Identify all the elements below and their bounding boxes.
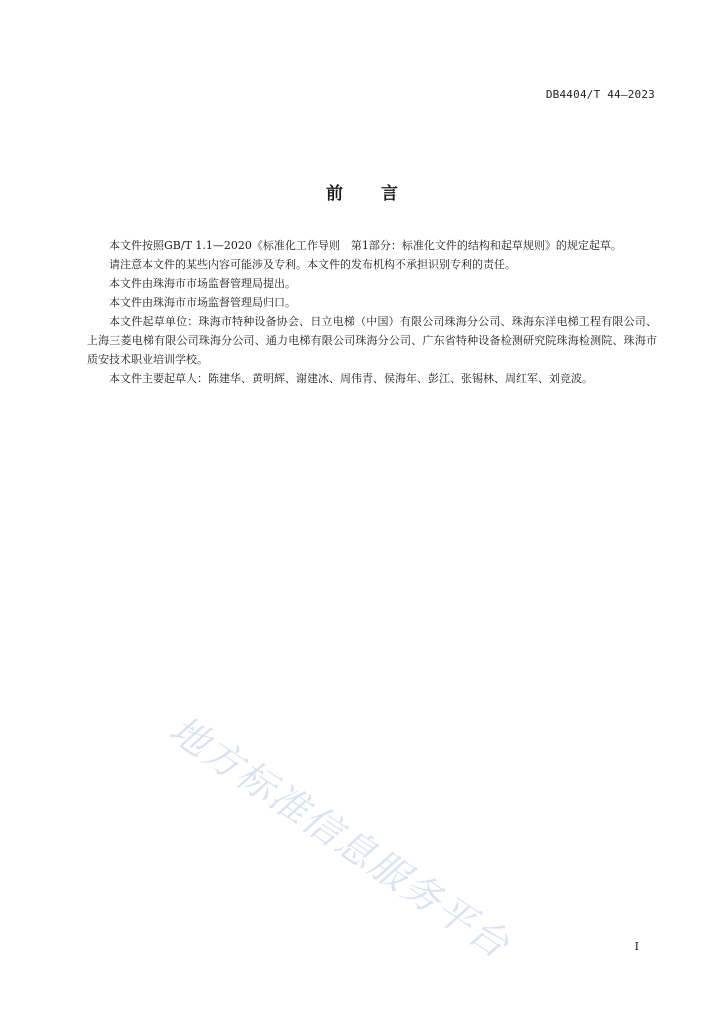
paragraph-patent-notice: 请注意本文件的某些内容可能涉及专利。本文件的发布机构不承担识别专利的责任。 (109, 258, 516, 271)
paragraph-centralized-by: 本文件由珠海市市场监督管理局归口。 (109, 296, 296, 309)
title-char-2: 言 (381, 184, 398, 204)
watermark: 地方标准信息服务平台 (161, 707, 518, 968)
title-char-1: 前 (326, 184, 343, 204)
foreword-body (87, 236, 657, 388)
paragraph-drafters: 本文件主要起草人：陈建华、黄明辉、谢建冰、周伟青、侯海年、彭江、张锡林、周红军、刘竞波。 (109, 372, 593, 385)
standard-code: DB4404/T 44—2023 (545, 88, 655, 101)
page-number: I (634, 940, 639, 953)
page-title (0, 179, 724, 204)
paragraph-drafting-units: 本文件起草单位：珠海市特种设备协会、日立电梯（中国）有限公司珠海分公司、珠海东洋电梯工程有限公司、上海三菱电梯有限公司珠海分公司、通力电梯有限公司珠海分公司、广东省特种设备检测研究院珠海检测院、珠海市质安技术职业培训学校。 (87, 315, 657, 366)
paragraph-proposer: 本文件由珠海市市场监督管理局提出。 (109, 277, 296, 290)
paragraph-drafting-rules: 本文件按照GB/T 1.1—2020《标准化工作导则 第1部分：标准化文件的结构和起草规则》的规定起草。 (109, 239, 622, 252)
